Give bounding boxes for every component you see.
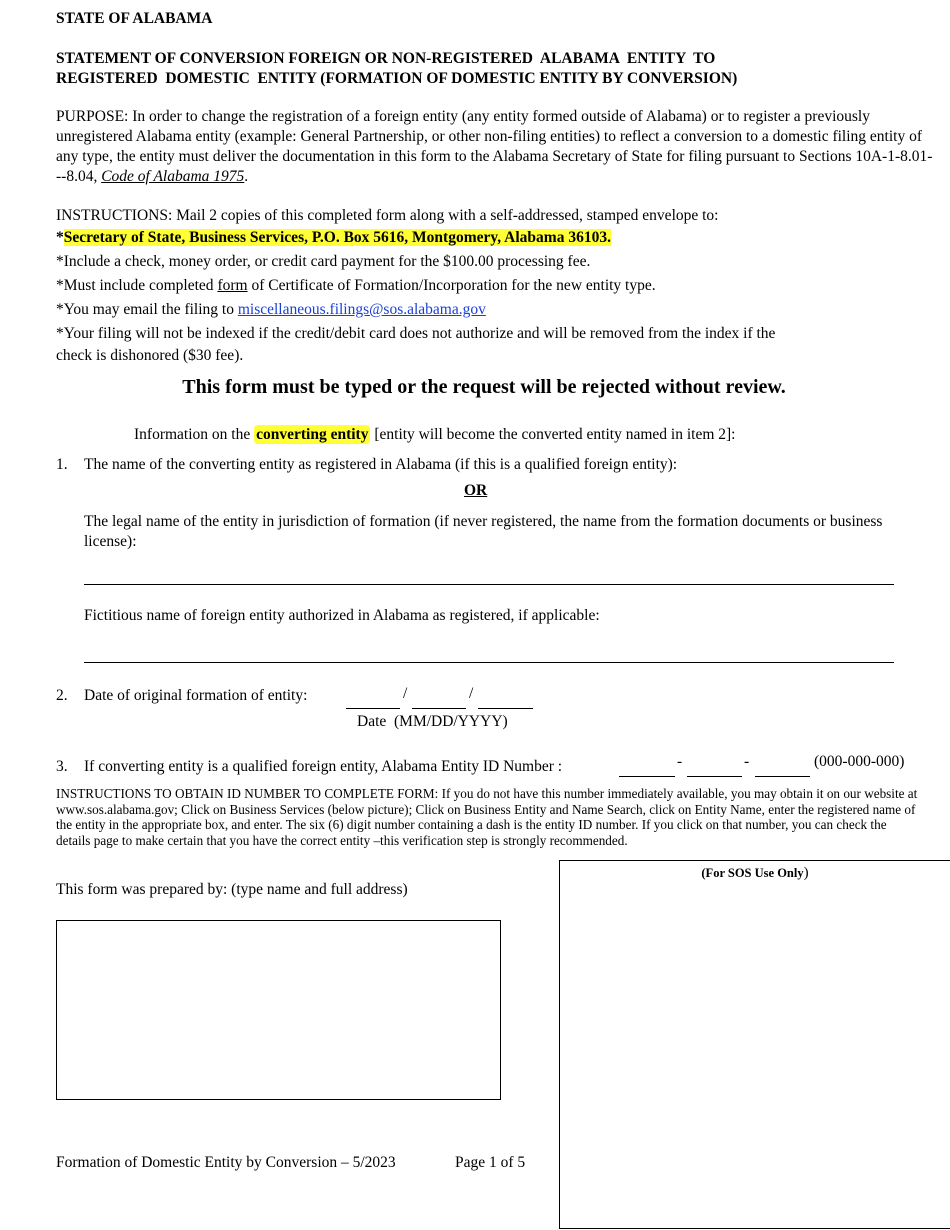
sos-use-box [559, 860, 950, 1229]
date-day-field[interactable] [412, 688, 466, 708]
info-post: [entity will become the converted entity named in item 2]: [370, 426, 736, 443]
date-year-underline [478, 708, 533, 709]
converting-entity-highlight: converting entity [256, 426, 369, 443]
or-label: OR [464, 482, 488, 499]
item-2-number: 2. [56, 687, 68, 704]
sos-use-text: (For SOS Use Only [701, 866, 804, 880]
form-title [56, 49, 936, 89]
purpose-text: PURPOSE: In order to change the registration of a foreign entity (any entity formed outside of Alabama) or to register a previously unregistered Alabama entity (example: General Partnership, or other non-filing entities) to reflect a conversion to a domestic filing entity of any type, the entity must deliver the documentation in this form to the Alabama Secretary of State for filing pursuant to Sections 10A-1-8.01---8.04, [56, 108, 933, 185]
fictitious-name-underline [84, 662, 894, 663]
index-line-2: check is dishonored ($30 fee). [56, 347, 244, 364]
email-pre: *You may email the filing to [56, 301, 238, 318]
date-format-label: Date (MM/DD/YYYY) [357, 713, 508, 730]
fictitious-name-label: Fictitious name of foreign entity authorized in Alabama as registered, if applicable: [84, 607, 600, 624]
sos-use-paren: ) [803, 865, 809, 881]
prepared-by-label: This form was prepared by: (type name and full address) [56, 881, 408, 898]
fictitious-name-field[interactable] [84, 641, 894, 661]
legal-name-label: The legal name of the entity in jurisdiction of formation (if never registered, the name from the formation documents or business license): [84, 513, 883, 550]
legal-name-underline [84, 584, 894, 585]
footer-form-name: Formation of Domestic Entity by Conversion – 5/2023 [56, 1154, 396, 1171]
date-month-underline [346, 708, 400, 709]
legal-name-field[interactable] [84, 563, 894, 583]
purpose-end: . [244, 168, 249, 185]
state-heading: STATE OF ALABAMA [56, 10, 213, 27]
entity-id-format: (000-000-000) [814, 753, 905, 770]
payment-instruction: *Include a check, money order, or credit card payment for the $100.00 processing fee. [56, 253, 591, 270]
entity-id-underline-2 [687, 776, 742, 777]
entity-id-part-2[interactable] [687, 757, 742, 777]
address-star: * [56, 229, 64, 246]
entity-id-underline-1 [619, 776, 675, 777]
item-1-number: 1. [56, 456, 68, 473]
typed-warning: This form must be typed or the request will be rejected without review. [182, 376, 786, 398]
instructions-intro: INSTRUCTIONS: Mail 2 copies of this completed form along with a self-addressed, stamped envelope to: [56, 207, 719, 224]
index-line-1: *Your filing will not be indexed if the credit/debit card does not authorize and will be removed from the index if the [56, 325, 776, 342]
item-3-text: If converting entity is a qualified foreign entity, Alabama Entity ID Number : [84, 758, 563, 775]
entity-id-part-3[interactable] [755, 757, 810, 777]
email-link[interactable]: miscellaneous.filings@sos.alabama.gov [237, 301, 486, 318]
id-instructions: INSTRUCTIONS TO OBTAIN ID NUMBER TO COMPLETE FORM: If you do not have this number immediately available, you may obtain it on our website at www.sos.alabama.gov; Click on Business Services (below picture); Click on Business Entity and Name Search, click on Entity Name, enter the registered name of the entity in the appropriate box, and enter. The six (6) digit number containing a dash is the entity ID number. If you click on that number, you can check the details page to make certain that you have the correct entity –this verification step is strongly recommended. [56, 786, 918, 848]
purpose-paragraph [56, 107, 936, 187]
date-year-field[interactable] [478, 688, 533, 708]
item-1-text: The name of the converting entity as registered in Alabama (if this is a qualified foreign entity): [84, 456, 678, 473]
form-title-line-2: REGISTERED DOMESTIC ENTITY (FORMATION OF DOMESTIC ENTITY BY CONVERSION) [56, 70, 738, 87]
entity-id-dash-2: - [744, 753, 750, 770]
entity-id-underline-3 [755, 776, 810, 777]
prepared-by-box[interactable] [56, 920, 501, 1100]
entity-id-part-1[interactable] [619, 757, 675, 777]
info-line [134, 424, 735, 446]
info-pre: Information on the [134, 426, 255, 443]
email-instruction [56, 300, 486, 320]
address-highlight: Secretary of State, Business Services, P.O. Box 5616, Montgomery, Alabama 36103. [63, 229, 611, 246]
index-instruction [56, 324, 936, 366]
item-3-number: 3. [56, 758, 68, 775]
form-instruction-pre: *Must include completed [56, 277, 218, 294]
sos-use-label [560, 865, 950, 882]
date-month-field[interactable] [346, 688, 400, 708]
form-title-line-1: STATEMENT OF CONVERSION FOREIGN OR NON-REGISTERED ALABAMA ENTITY TO [56, 50, 716, 67]
form-instruction [56, 276, 656, 296]
item-2-text: Date of original formation of entity: [84, 687, 308, 704]
date-slash-2: / [469, 685, 474, 702]
entity-id-dash-1: - [677, 753, 683, 770]
form-instruction-form: form [217, 277, 248, 294]
mailing-address [56, 228, 611, 248]
form-instruction-post: of Certificate of Formation/Incorporation for the new entity type. [247, 277, 656, 294]
code-reference: Code of Alabama 1975 [101, 168, 245, 185]
date-day-underline [412, 708, 466, 709]
footer-page-number: Page 1 of 5 [455, 1154, 526, 1171]
date-slash-1: / [403, 685, 408, 702]
